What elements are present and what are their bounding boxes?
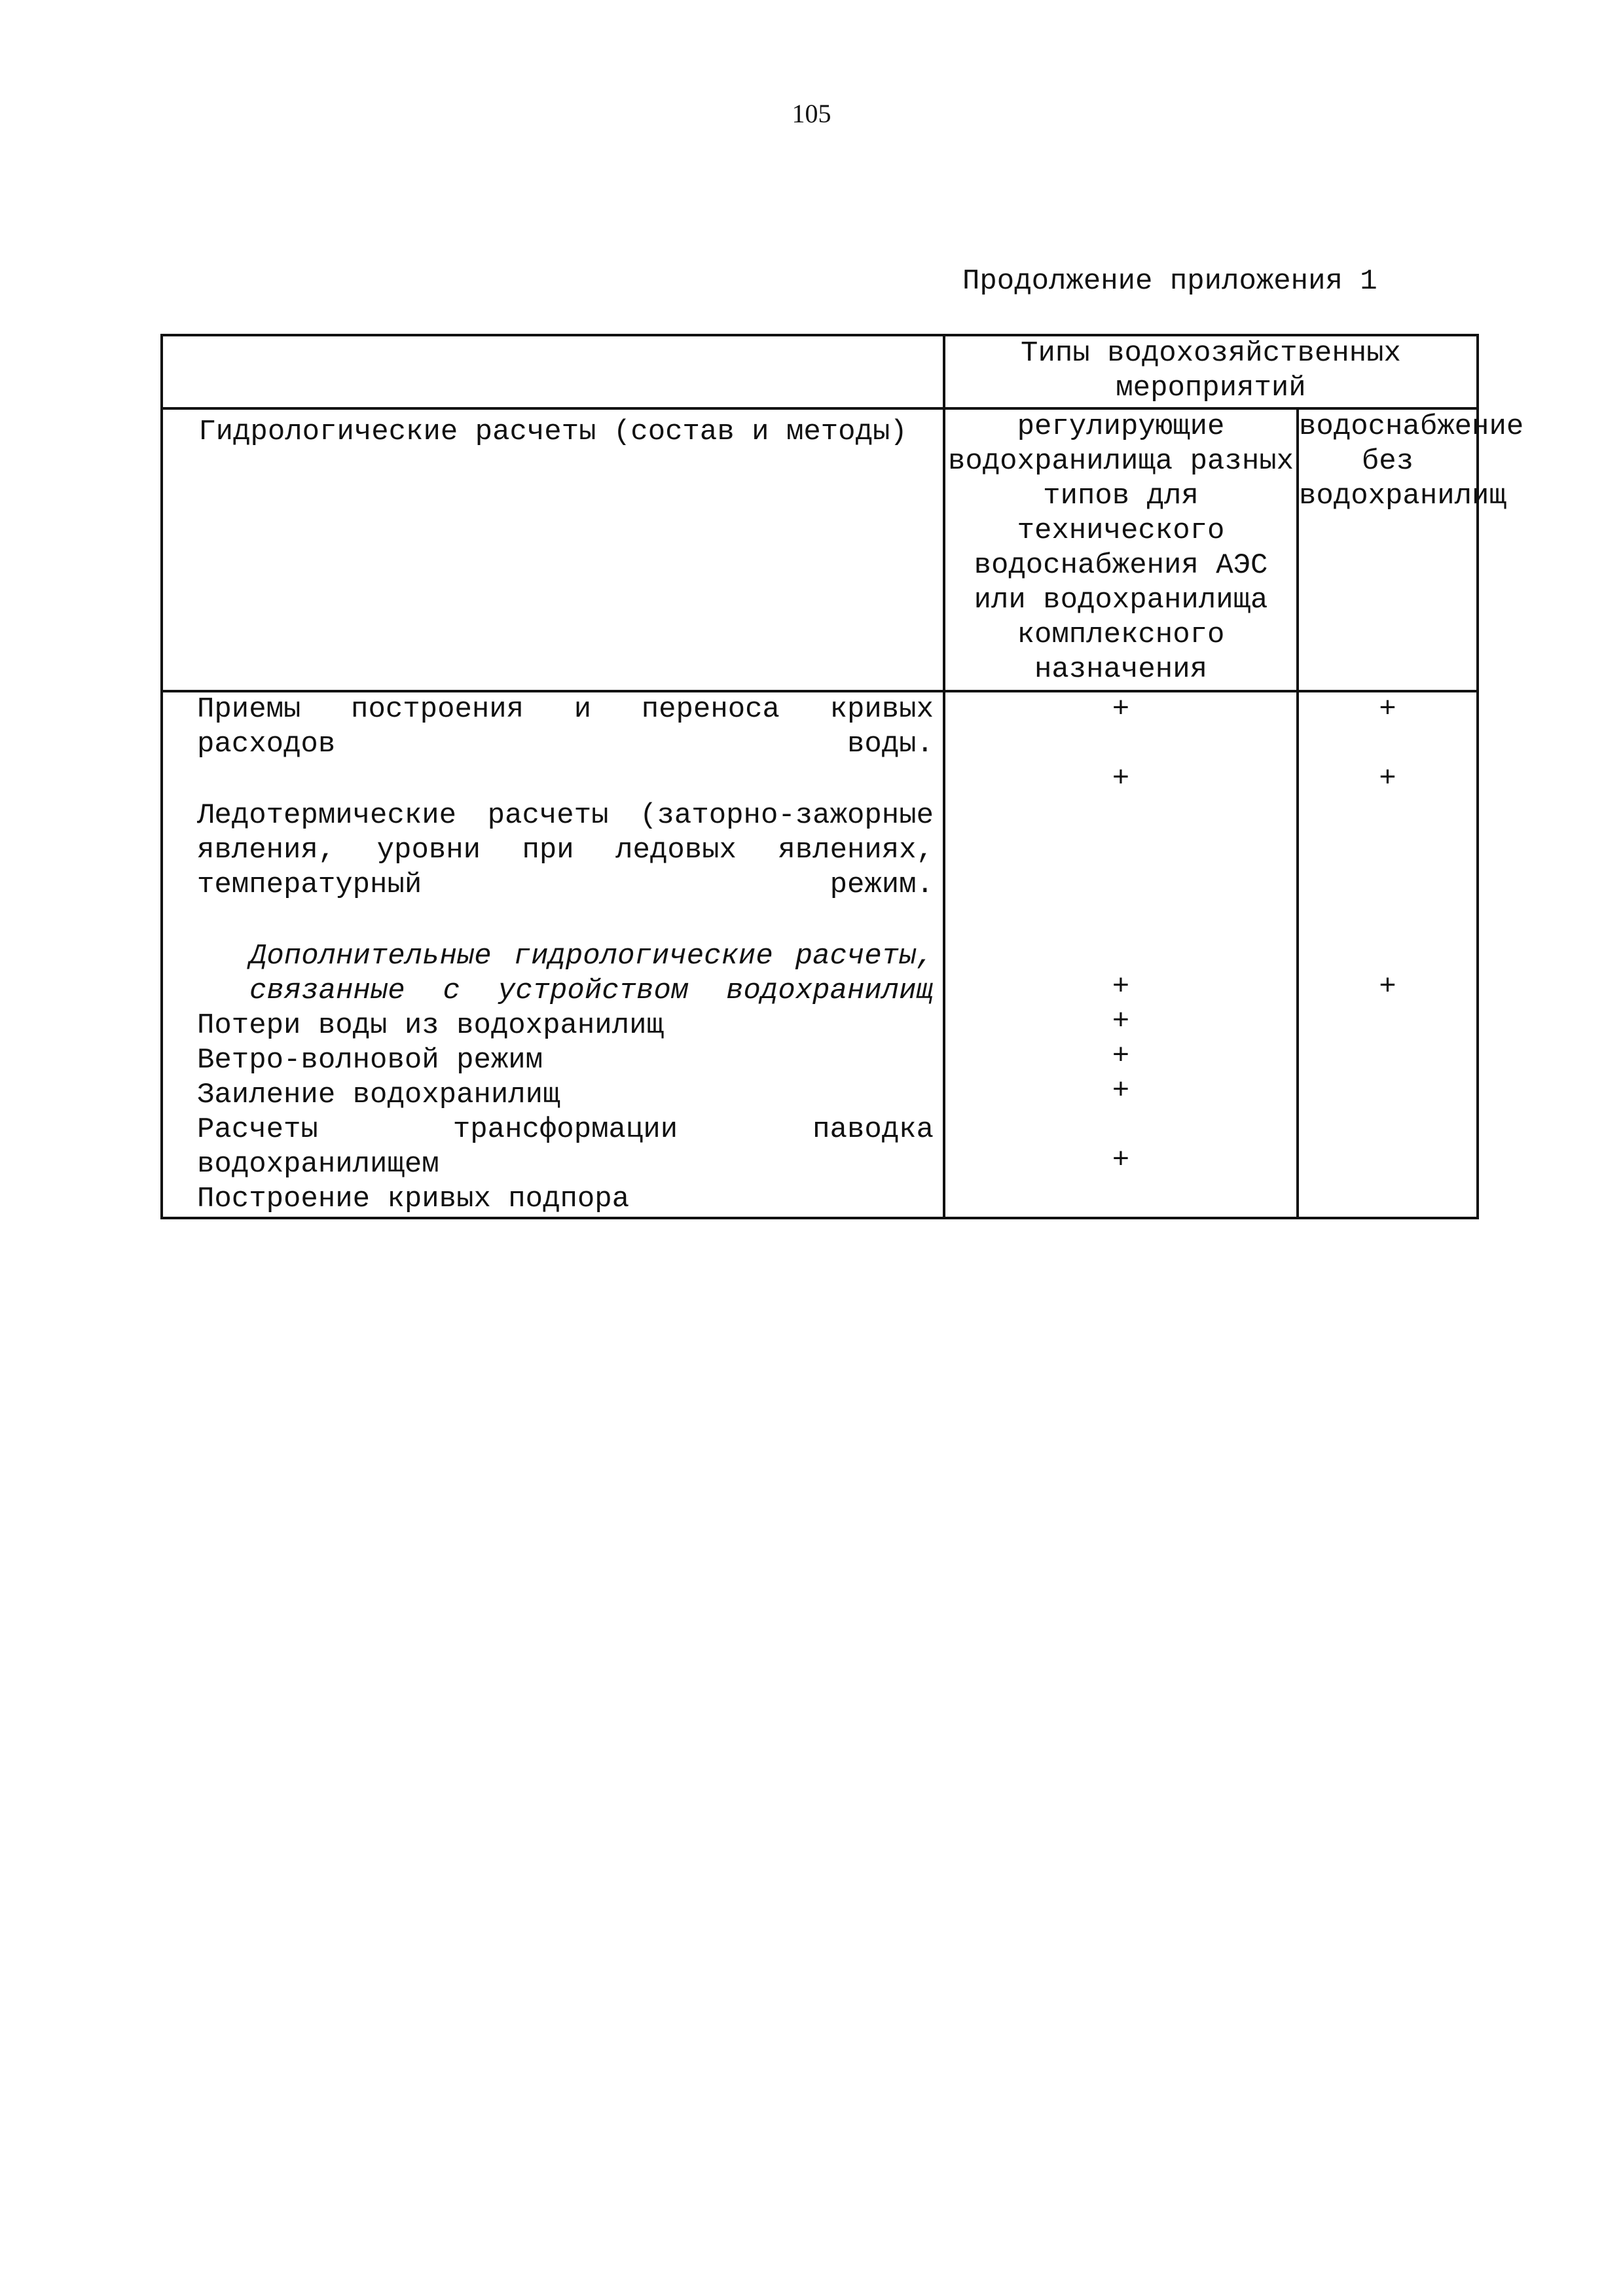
mark-reservoirs: + <box>1112 1005 1130 1038</box>
mark-no-reservoirs: + <box>1379 693 1396 726</box>
spacer <box>945 935 1296 970</box>
spacer <box>1299 901 1476 935</box>
section-heading: Дополнительные гидрологические расчеты, связанные с устройством водохранилищ <box>249 940 934 1007</box>
mark-reservoirs: + <box>1112 971 1130 1003</box>
table-subheader-row <box>162 408 1478 691</box>
table-body-row <box>162 691 1478 1218</box>
spacer <box>945 797 1296 831</box>
spacer <box>171 762 934 798</box>
list-item: Заиление водохранилищ <box>197 1079 560 1111</box>
spacer <box>1299 866 1476 901</box>
hydrology-table <box>160 334 1524 1219</box>
list-item: Ветро-волновой режим <box>197 1044 543 1077</box>
header-col-no-reservoirs: водоснабжение без водохранилищ <box>1298 408 1478 691</box>
continuation-label: Продолжение приложения 1 <box>962 265 1377 298</box>
list-item: Построение кривых подпора <box>197 1183 630 1215</box>
spacer <box>945 901 1296 935</box>
spacer <box>1299 797 1476 831</box>
spacer <box>1299 831 1476 866</box>
header-blank-cell <box>162 335 944 408</box>
page-number: 105 <box>792 99 831 128</box>
list-item: Потери воды из водохранилищ <box>197 1009 664 1042</box>
list-item: Расчеты трансформации паводка водохранилищем <box>197 1113 934 1181</box>
header-types-group: Типы водохозяйственных мероприятий <box>944 335 1478 408</box>
mark-reservoirs: + <box>1112 1144 1130 1177</box>
spacer <box>945 1109 1296 1143</box>
mark-reservoirs: + <box>1112 1075 1130 1107</box>
list-item: Ледотермические расчеты (заторно-зажорные явления, уровни при ледовых явлениях, температурный режим. <box>197 799 934 901</box>
spacer <box>1299 935 1476 970</box>
mark-reservoirs: + <box>1112 762 1130 795</box>
calc-list-cell <box>162 691 944 1218</box>
list-item: Приемы построения и переноса кривых расходов воды. <box>197 693 934 761</box>
table-header-row <box>162 335 1478 408</box>
header-calc-column: Гидрологические расчеты (состав и методы) <box>162 408 944 691</box>
spacer <box>171 903 934 939</box>
spacer <box>945 727 1296 762</box>
mark-no-reservoirs: + <box>1379 762 1396 795</box>
marks-no-reservoirs-cell <box>1298 691 1478 1218</box>
mark-reservoirs: + <box>1112 693 1130 726</box>
header-col-reservoirs: регулирующие водохранилища разных типов для технического водоснабжения АЭС или водохранилища комплексного назначения <box>944 408 1298 691</box>
mark-reservoirs: + <box>1112 1040 1130 1073</box>
spacer <box>945 831 1296 866</box>
mark-no-reservoirs: + <box>1379 971 1396 1003</box>
spacer <box>1299 727 1476 762</box>
marks-reservoirs-cell <box>944 691 1298 1218</box>
spacer <box>945 866 1296 901</box>
